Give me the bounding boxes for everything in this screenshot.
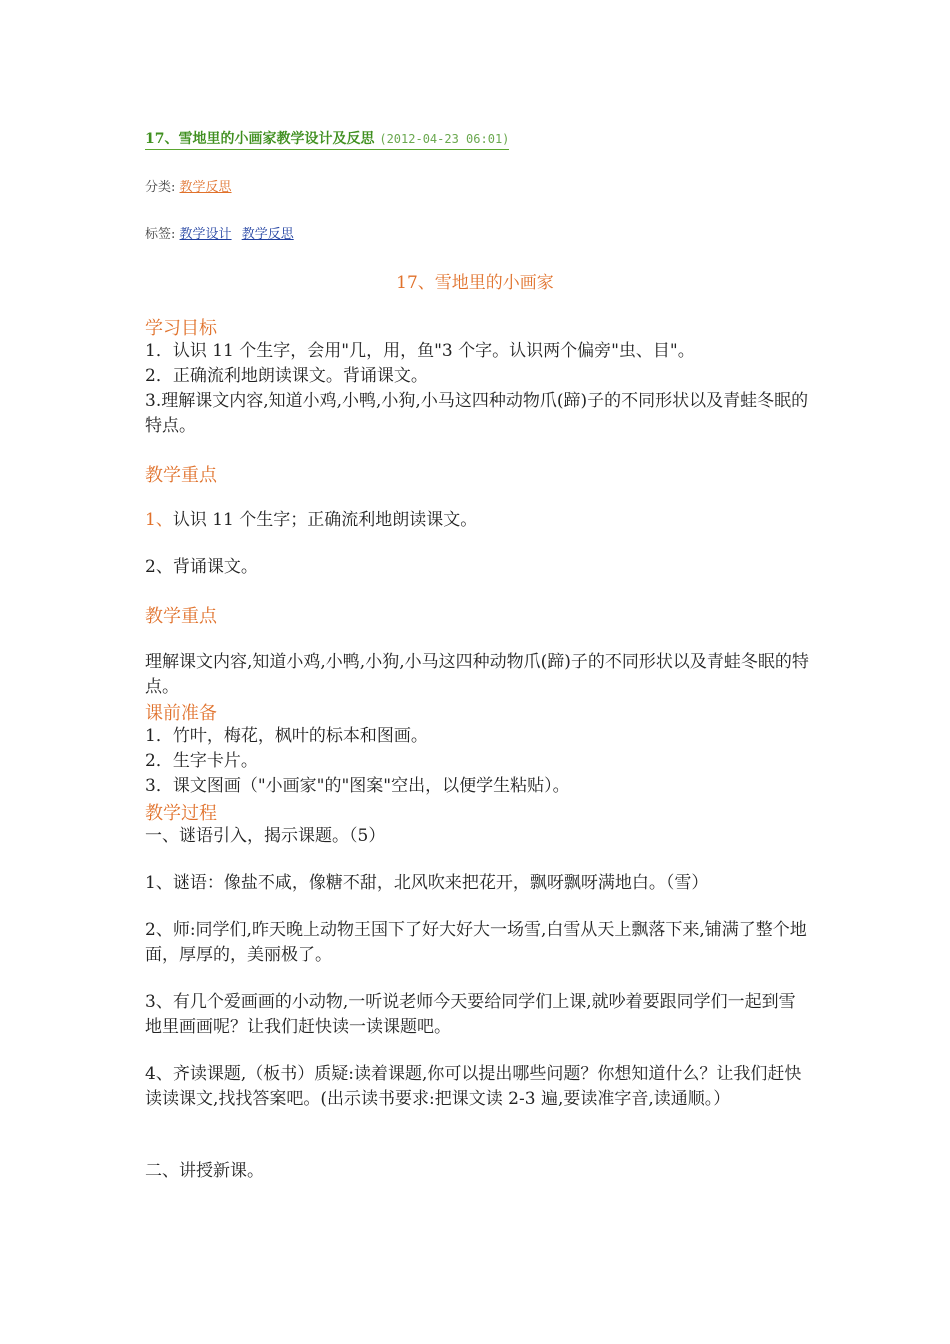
goal-item: 1．认识 11 个生字，会用"几，用，鱼"3 个字。认识两个偏旁"虫、目"。 <box>145 341 695 361</box>
process-paragraph: 4、齐读课题,（板书）质疑:读着课题,你可以提出哪些问题？你想知道什么？让我们赶快读读课文,找找答案吧。(出示读书要求:把课文读 2-3 遍,要读准字音,读通顺。） <box>145 1064 802 1109</box>
tags-label: 标签: <box>145 227 176 242</box>
post-title-link[interactable] <box>145 128 509 150</box>
goals-heading: 学习目标 <box>145 318 217 339</box>
tag-link-design[interactable]: 教学设计 <box>179 227 232 242</box>
key-point-item <box>145 508 810 533</box>
key-points-heading: 教学重点 <box>145 465 217 486</box>
prep-item: 2．生字卡片。 <box>145 751 258 771</box>
key-point-text: 认识 11 个生字；正确流利地朗读课文。 <box>172 510 478 530</box>
key-points-heading-2: 教学重点 <box>145 606 217 627</box>
preparation-heading: 课前准备 <box>145 703 217 724</box>
tags-row <box>145 223 300 242</box>
post-title: 17、雪地里的小画家教学设计及反思 <box>145 131 375 147</box>
goal-item: 3.理解课文内容,知道小鸡,小鸭,小狗,小马这四种动物爪(蹄)子的不同形状以及青蛙冬眠的特点。 <box>145 391 809 436</box>
article-title: 17、雪地里的小画家 <box>396 273 554 293</box>
tag-link-reflection[interactable]: 教学反思 <box>241 227 294 242</box>
key-point-detail: 理解课文内容,知道小鸡,小鸭,小狗,小马这四种动物爪(蹄)子的不同形状以及青蛙冬眠的特点。 <box>145 652 809 697</box>
process-paragraph: 3、有几个爱画画的小动物,一听说老师今天要给同学们上课,就吵着要跟同学们一起到雪地里画画呢？让我们赶快读一读课题吧。 <box>145 992 796 1037</box>
process-step: 二、讲授新课。 <box>145 1161 264 1181</box>
process-heading: 教学过程 <box>145 803 217 824</box>
post-date: (2012-04-23 06:01) <box>379 132 510 146</box>
process-paragraph: 1、谜语：像盐不咸，像糖不甜，北风吹来把花开，飘呀飘呀满地白。（雪） <box>145 873 709 893</box>
prep-item: 1．竹叶，梅花，枫叶的标本和图画。 <box>145 726 428 746</box>
goal-item: 2．正确流利地朗读课文。背诵课文。 <box>145 366 428 386</box>
category-row <box>145 176 238 195</box>
process-paragraph: 2、师:同学们,昨天晚上动物王国下了好大好大一场雪,白雪从天上飘落下来,铺满了整个地面，厚厚的，美丽极了。 <box>145 920 807 965</box>
process-step: 一、谜语引入，揭示课题。（5） <box>145 826 386 846</box>
category-link[interactable]: 教学反思 <box>179 180 232 195</box>
key-point-item: 2、背诵课文。 <box>145 557 258 577</box>
category-label: 分类: <box>145 180 176 195</box>
key-point-number: 1、 <box>145 510 173 530</box>
prep-item: 3．课文图画（"小画家"的"图案"空出，以便学生粘贴）。 <box>145 776 570 796</box>
